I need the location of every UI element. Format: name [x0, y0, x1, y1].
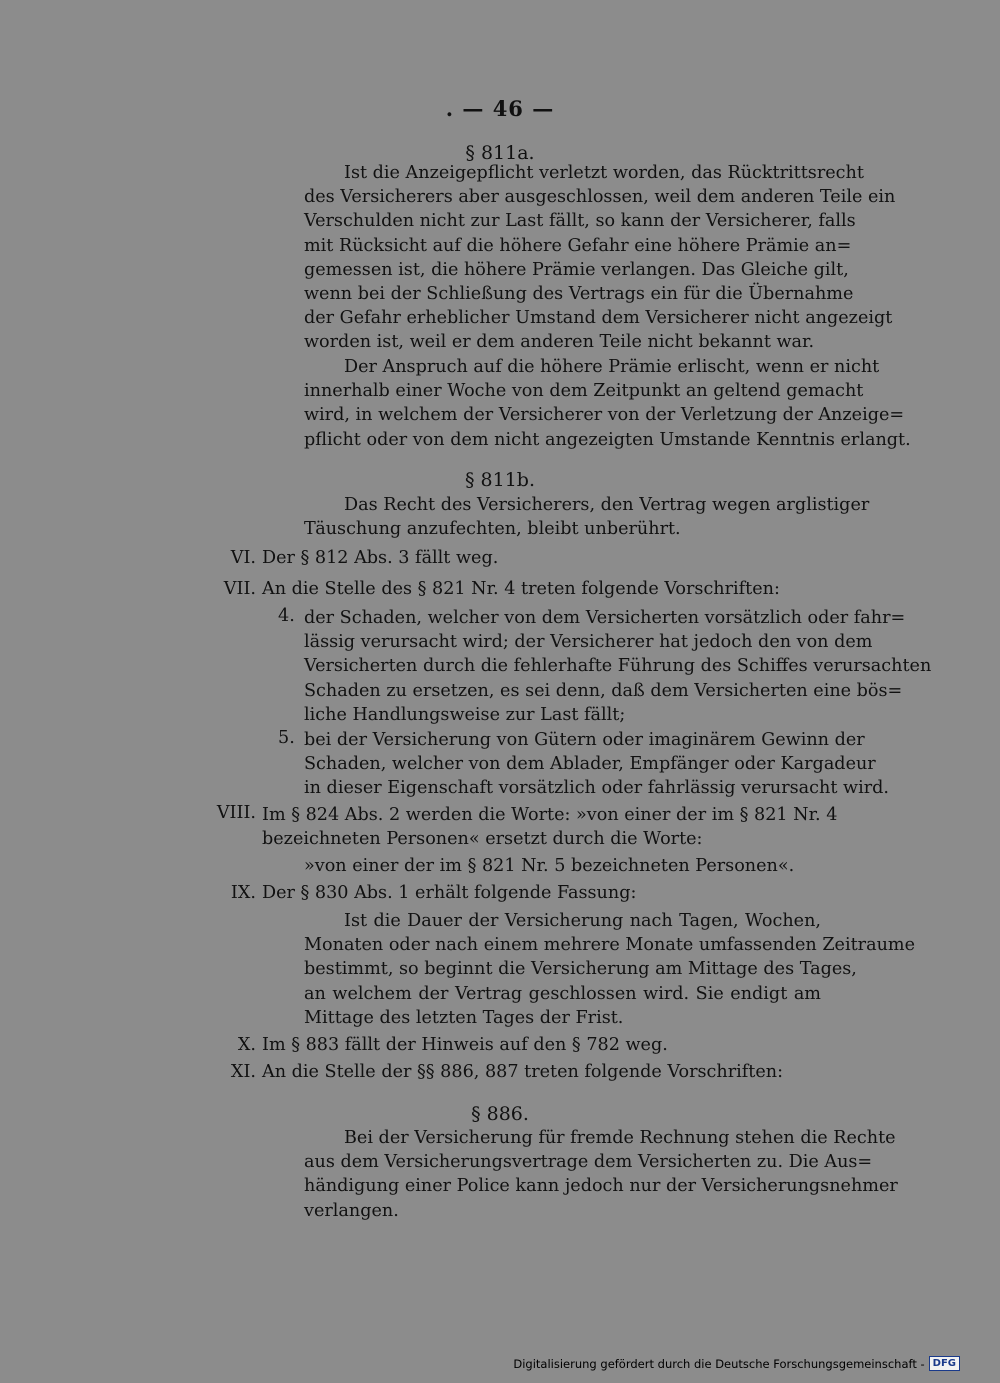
text-line: der Schaden, welcher von dem Versicherten vorsätzlich oder fahr=	[304, 608, 906, 628]
text-line: in dieser Eigenschaft vorsätzlich oder fahrlässig verursacht wird.	[304, 778, 889, 799]
sub-item-5-number: 5.	[278, 728, 295, 748]
text-line: Ist die Anzeigepflicht verletzt worden, das Rücktrittsrecht	[344, 163, 864, 183]
text-line: lässig verursacht wird; der Versicherer hat jedoch den von dem	[304, 632, 873, 653]
paragraph-811a-1	[304, 161, 896, 355]
text-line: pflicht oder von dem nicht angezeigten Umstande Kenntnis erlangt.	[304, 429, 911, 450]
text-line: Monaten oder nach einem mehrere Monate umfassenden Zeitraume	[304, 935, 915, 956]
text-line: des Versicherers aber ausgeschlossen, weil dem anderen Teile ein	[304, 187, 896, 208]
text-line: Versicherten durch die fehlerhafte Führung des Schiffes verursachten	[304, 656, 932, 677]
text-line: aus dem Versicherungsvertrage dem Versicherten zu. Die Aus=	[304, 1152, 873, 1173]
text-line: wird, in welchem der Versicherer von der Verletzung der Anzeige=	[304, 405, 905, 426]
item-X-text: Im § 883 fällt der Hinweis auf den § 782 weg.	[262, 1035, 668, 1055]
text-line: gemessen ist, die höhere Prämie verlangen. Das Gleiche gilt,	[304, 259, 849, 280]
paragraph-811a-2	[304, 355, 911, 452]
text-line: Täuschung anzufechten, bleibt unberührt.	[304, 519, 681, 540]
page-number: . — 46 —	[445, 96, 555, 121]
item-IX-text: Der § 830 Abs. 1 erhält folgende Fassung:	[262, 883, 637, 903]
text-line: mit Rücksicht auf die höhere Gefahr eine höhere Prämie an=	[304, 235, 852, 256]
text-line: worden ist, weil er dem anderen Teile nicht bekannt war.	[304, 332, 815, 353]
paragraph-811b-1	[304, 493, 870, 541]
text-line: verlangen.	[304, 1200, 399, 1221]
text-line: Mittage des letzten Tages der Frist.	[304, 1007, 624, 1028]
item-VIII-text	[262, 803, 838, 851]
item-XI-text: An die Stelle der §§ 886, 887 treten folgende Vorschriften:	[262, 1062, 784, 1082]
text-line: bestimmt, so beginnt die Versicherung am Mittage des Tages,	[304, 959, 857, 980]
text-line: Das Recht des Versicherers, den Vertrag wegen arglistiger	[344, 495, 870, 515]
item-IX-paragraph	[304, 909, 915, 1030]
dfg-logo: DFG	[929, 1356, 960, 1371]
text-line: wenn bei der Schließung des Vertrags ein für die Übernahme	[304, 283, 854, 304]
text-line: innerhalb einer Woche von dem Zeitpunkt an geltend gemacht	[304, 381, 864, 402]
item-VII-number: VII.	[223, 579, 256, 599]
section-heading-886: § 886.	[471, 1103, 529, 1125]
text-line: Schaden, welcher von dem Ablader, Empfänger oder Kargadeur	[304, 754, 876, 775]
text-line: Schaden zu ersetzen, es sei denn, daß dem Versicherten eine bös=	[304, 680, 903, 701]
item-VIII-quote: »von einer der im § 821 Nr. 5 bezeichneten Personen«.	[304, 856, 795, 876]
item-VIII-number: VIII.	[216, 803, 256, 823]
text-line: Ist die Dauer der Versicherung nach Tagen, Wochen,	[344, 911, 821, 931]
sub-item-4	[304, 606, 932, 727]
footer-credit	[513, 1356, 960, 1371]
text-line: händigung einer Police kann jedoch nur der Versicherungsnehmer	[304, 1176, 898, 1197]
item-VI-text: Der § 812 Abs. 3 fällt weg.	[262, 548, 499, 568]
text-line: der Gefahr erheblicher Umstand dem Versicherer nicht angezeigt	[304, 308, 893, 329]
section-heading-811a: § 811a.	[465, 142, 535, 164]
footer-text: Digitalisierung gefördert durch die Deutsche Forschungsgemeinschaft -	[513, 1356, 925, 1371]
text-line: bezeichneten Personen« ersetzt durch die Worte:	[262, 829, 703, 850]
paragraph-886-1	[304, 1126, 898, 1223]
text-line: bei der Versicherung von Gütern oder imaginärem Gewinn der	[304, 730, 865, 750]
text-line: Der Anspruch auf die höhere Prämie erlischt, wenn er nicht	[344, 357, 880, 377]
sub-item-4-number: 4.	[278, 606, 295, 626]
section-heading-811b: § 811b.	[464, 469, 535, 491]
item-VII-text: An die Stelle des § 821 Nr. 4 treten folgende Vorschriften:	[262, 579, 780, 599]
sub-item-5	[304, 728, 889, 801]
item-VI-number: VI.	[230, 548, 256, 568]
text-line: Verschulden nicht zur Last fällt, so kann der Versicherer, falls	[304, 211, 856, 232]
text-line: Bei der Versicherung für fremde Rechnung stehen die Rechte	[344, 1128, 896, 1148]
item-IX-number: IX.	[230, 883, 256, 903]
item-XI-number: XI.	[230, 1062, 256, 1082]
item-X-number: X.	[237, 1035, 256, 1055]
text-line: an welchem der Vertrag geschlossen wird. Sie endigt am	[304, 983, 821, 1004]
text-line: liche Handlungsweise zur Last fällt;	[304, 704, 626, 725]
text-line: Im § 824 Abs. 2 werden die Worte: »von einer der im § 821 Nr. 4	[262, 805, 838, 825]
